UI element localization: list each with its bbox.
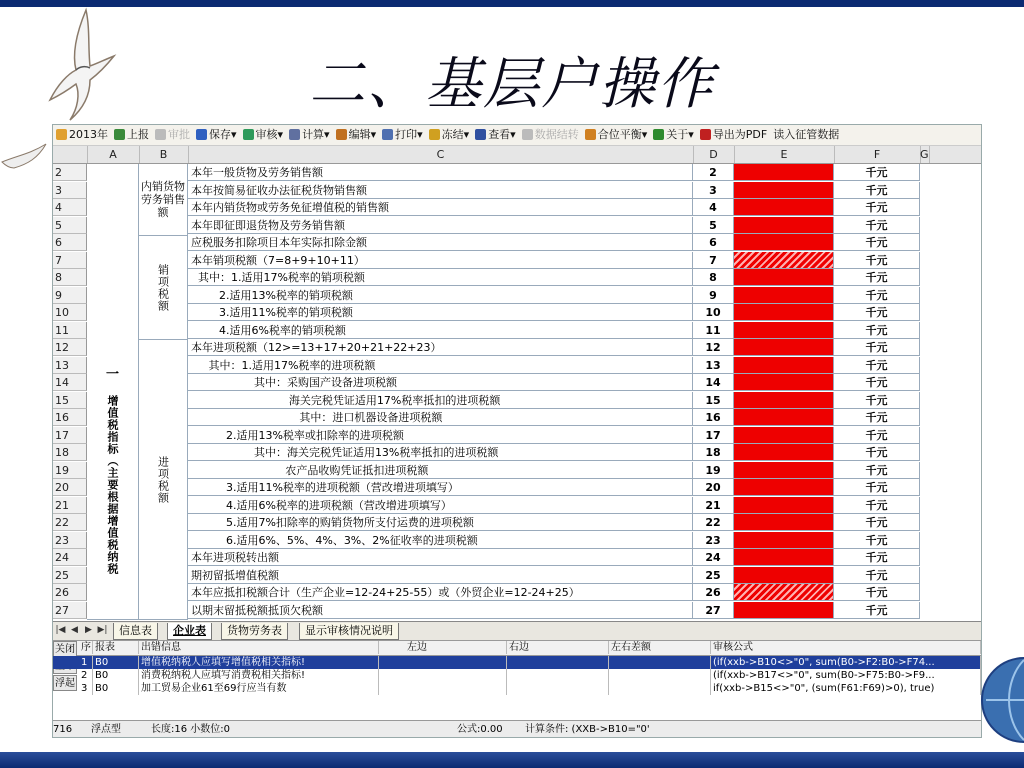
sheet-tab[interactable]: 显示审核情况说明	[299, 623, 399, 640]
locked-value-cell	[734, 584, 834, 601]
print-icon	[382, 129, 393, 140]
unit-cell: 千元	[834, 199, 920, 216]
group-input-tax-label: 进项税额	[156, 455, 170, 504]
group-input-tax	[139, 340, 188, 620]
value-input-cell[interactable]	[734, 374, 834, 391]
item-name-cell: 3.适用11%税率的销项税额	[188, 304, 693, 321]
status-condition: 计算条件: (XXB->B10="0'	[525, 724, 650, 735]
error-cell	[405, 669, 507, 682]
save-icon	[196, 129, 207, 140]
value-input-cell[interactable]	[734, 357, 834, 374]
row-code-cell: 8	[693, 269, 734, 286]
row-number[interactable]: 20	[53, 479, 87, 496]
item-name-cell: 其中：1.适用17%税率的销项税额	[188, 269, 693, 286]
unit-cell: 千元	[834, 514, 920, 531]
item-name-cell: 农产品收购凭证抵扣进项税额	[188, 462, 693, 479]
row-code-cell: 25	[693, 567, 734, 584]
toolbar-button-label: 关于▾	[666, 128, 694, 141]
value-input-cell[interactable]	[734, 392, 834, 409]
column-header[interactable]: B	[139, 146, 189, 163]
toolbar-button-label: 数据结转	[534, 128, 579, 141]
row-number[interactable]: 22	[53, 514, 87, 531]
transfer-icon	[522, 129, 533, 140]
error-cell	[609, 656, 711, 669]
column-header[interactable]: G	[920, 148, 929, 161]
error-column-header: 报表	[93, 641, 139, 654]
row-code-cell: 6	[693, 234, 734, 251]
item-name-cell: 3.适用11%税率的进项税额（营改增进项填写）	[188, 479, 693, 496]
error-cell: 1	[79, 656, 93, 669]
column-header[interactable]: A	[87, 146, 140, 163]
row-number[interactable]: 7	[53, 252, 87, 269]
value-input-cell[interactable]	[734, 199, 834, 216]
row-number[interactable]: 2	[53, 164, 87, 181]
section-title: 增值税指标（主要根据增值税纳税	[106, 395, 119, 575]
toolbar-button-label: 冻结▾	[441, 128, 470, 141]
row-number[interactable]: 8	[53, 269, 87, 286]
row-number[interactable]: 5	[53, 217, 87, 234]
error-cell	[609, 669, 711, 682]
slide-bottom-bar	[0, 752, 1024, 768]
row-code-cell: 10	[693, 304, 734, 321]
toolbar-button-label: 计算▾	[302, 128, 330, 141]
seagull-small-icon	[0, 140, 50, 180]
toolbar-button-10[interactable]	[519, 125, 582, 145]
balance-icon	[585, 129, 596, 140]
upload-icon	[114, 129, 125, 140]
toolbar-button-label: 合位平衡▾	[597, 128, 648, 141]
unit-cell: 千元	[834, 602, 920, 619]
row-code-cell: 7	[693, 252, 734, 269]
row-code-cell: 26	[693, 584, 734, 601]
row-number[interactable]: 23	[53, 532, 87, 549]
toolbar-button-label: 打印▾	[395, 128, 423, 141]
toolbar-button-8[interactable]	[426, 125, 473, 145]
unit-cell: 千元	[834, 392, 920, 409]
row-code-cell: 17	[693, 427, 734, 444]
status-cell-no: 716	[53, 724, 73, 735]
group-output-tax	[139, 236, 188, 340]
row-number[interactable]: 18	[53, 444, 87, 461]
toolbar-button-2[interactable]	[152, 125, 193, 145]
error-cell: 3	[79, 682, 93, 695]
unit-cell: 千元	[834, 409, 920, 426]
value-input-cell[interactable]	[734, 217, 834, 234]
error-table-header	[53, 641, 981, 656]
error-cell: (if(xxb->B10<>"0", sum(B0->F2:B0->F74...	[711, 656, 981, 669]
error-cell	[405, 656, 507, 669]
row-code-cell: 27	[693, 602, 734, 619]
unit-cell: 千元	[834, 357, 920, 374]
toolbar	[53, 125, 981, 146]
error-column-header: 序	[81, 642, 91, 653]
unit-cell: 千元	[834, 374, 920, 391]
row-number[interactable]: 21	[53, 497, 87, 514]
row-number[interactable]: 3	[53, 182, 87, 199]
toolbar-button-12[interactable]	[650, 125, 697, 145]
item-name-cell: 5.适用7%扣除率的购销货物所支付运费的进项税额	[188, 514, 693, 531]
unit-cell: 千元	[834, 182, 920, 199]
error-cell	[507, 656, 609, 669]
row-code-cell: 16	[693, 409, 734, 426]
sheet-tab-bar	[53, 621, 981, 640]
item-name-cell: 本年应抵扣税额合计（生产企业=12-24+25-55）或（外贸企业=12-24+25）	[188, 584, 693, 601]
status-type: 浮点型	[91, 724, 121, 735]
row-code-cell: 2	[693, 164, 734, 181]
row-code-cell: 4	[693, 199, 734, 216]
value-input-cell[interactable]	[734, 339, 834, 356]
row-number[interactable]: 9	[53, 287, 87, 304]
column-header-row	[53, 146, 981, 164]
row-number[interactable]: 17	[53, 427, 87, 444]
toolbar-button-label: 查看▾	[488, 128, 516, 141]
toolbar-button-label: 上报	[127, 128, 149, 141]
item-name-cell: 海关完税凭证适用17%税率抵扣的进项税额	[188, 392, 693, 409]
column-header[interactable]: C	[188, 146, 694, 163]
item-name-cell: 本年即征即退货物及劳务销售额	[188, 217, 693, 234]
item-name-cell: 其中：海关完税凭证适用13%税率抵扣的进项税额	[188, 444, 693, 461]
report-app-window	[52, 124, 982, 738]
value-input-cell[interactable]	[734, 409, 834, 426]
toolbar-button-label: 读入征管数据	[773, 128, 840, 141]
toolbar-button-9[interactable]	[472, 125, 519, 145]
column-header[interactable]: D	[693, 146, 735, 163]
row-code-cell: 3	[693, 182, 734, 199]
row-number[interactable]: 13	[53, 357, 87, 374]
unit-cell: 千元	[834, 479, 920, 496]
unit-cell: 千元	[834, 427, 920, 444]
item-name-cell: 2.适用13%税率的销项税额	[188, 287, 693, 304]
edit-icon	[336, 129, 347, 140]
slide-top-bar	[0, 0, 1024, 7]
item-name-cell: 4.适用6%税率的销项税额	[188, 322, 693, 339]
value-input-cell[interactable]	[734, 567, 834, 584]
item-name-cell: 2.适用13%税率或扣除率的进项税额	[188, 427, 693, 444]
toolbar-button-7[interactable]	[379, 125, 426, 145]
error-cell: 加工贸易企业61至69行应当有数	[139, 682, 379, 695]
error-column-header: 右边	[507, 641, 609, 654]
error-column-header: 出错信息	[139, 641, 379, 654]
toolbar-button-13[interactable]	[697, 125, 770, 145]
unit-cell: 千元	[834, 532, 920, 549]
error-row[interactable]	[53, 669, 981, 682]
error-cell: 2	[79, 669, 93, 682]
toolbar-button-label: 审核▾	[255, 128, 284, 141]
value-input-cell[interactable]	[734, 497, 834, 514]
row-number[interactable]: 27	[53, 602, 87, 619]
toolbar-button-11[interactable]	[582, 125, 651, 145]
error-cell	[507, 682, 609, 695]
error-cell: 消费税纳税人应填写消费税相关指标!	[139, 669, 379, 682]
about-icon	[653, 129, 664, 140]
close-button[interactable]: 关闭	[53, 641, 77, 657]
unit-cell: 千元	[834, 322, 920, 339]
error-row[interactable]	[53, 656, 981, 669]
row-number[interactable]: 14	[53, 374, 87, 391]
error-column-header: 左右差额	[609, 641, 711, 654]
item-name-cell: 本年进项税额（12>=13+17+20+21+22+23）	[188, 339, 693, 356]
row-code-cell: 18	[693, 444, 734, 461]
value-input-cell[interactable]	[734, 427, 834, 444]
item-name-cell: 期初留抵增值税额	[188, 567, 693, 584]
unit-cell: 千元	[834, 339, 920, 356]
row-number[interactable]: 19	[53, 462, 87, 479]
next-sheet-icon[interactable]: ▶	[85, 625, 92, 635]
slide-title: 二、基层户操作	[309, 52, 715, 117]
locked-value-cell	[734, 252, 834, 269]
value-input-cell[interactable]	[734, 514, 834, 531]
unit-cell: 千元	[834, 462, 920, 479]
section-cell	[87, 164, 139, 620]
toolbar-button-1[interactable]	[111, 125, 152, 145]
value-input-cell[interactable]	[734, 304, 834, 321]
row-number[interactable]: 26	[53, 584, 87, 601]
value-input-cell[interactable]	[734, 444, 834, 461]
unit-cell: 千元	[834, 164, 920, 181]
pdf-icon	[700, 129, 711, 140]
group-domestic-sales	[139, 164, 188, 236]
unit-cell: 千元	[834, 287, 920, 304]
corner-cell	[53, 146, 88, 163]
toolbar-button-6[interactable]	[333, 125, 380, 145]
value-input-cell[interactable]	[734, 287, 834, 304]
row-number[interactable]: 4	[53, 199, 87, 216]
item-name-cell: 本年销项税额（7=8+9+10+11）	[188, 252, 693, 269]
error-column-header: 左边	[405, 641, 507, 654]
group-output-tax-label: 销项税额	[156, 263, 170, 312]
toolbar-button-3[interactable]	[193, 125, 240, 145]
spreadsheet-grid	[53, 164, 981, 620]
unit-cell: 千元	[834, 234, 920, 251]
row-code-cell: 13	[693, 357, 734, 374]
globe-decoration-icon	[980, 650, 1024, 750]
toolbar-button-0[interactable]	[53, 125, 111, 145]
error-cell: B0	[93, 682, 139, 695]
error-cell: B0	[93, 656, 139, 669]
value-input-cell[interactable]	[734, 549, 834, 566]
freeze-icon	[429, 129, 440, 140]
value-input-cell[interactable]	[734, 234, 834, 251]
row-code-cell: 20	[693, 479, 734, 496]
item-name-cell: 其中：1.适用17%税率的进项税额	[188, 357, 693, 374]
row-number[interactable]: 25	[53, 567, 87, 584]
view-icon	[475, 129, 486, 140]
status-length: 长度:16 小数位:0	[151, 724, 231, 735]
row-number[interactable]: 11	[53, 322, 87, 339]
status-bar	[53, 720, 981, 738]
item-name-cell: 4.适用6%税率的进项税额（营改增进项填写）	[188, 497, 693, 514]
item-name-cell: 本年内销货物或劳务免征增值税的销售额	[188, 199, 693, 216]
item-name-cell: 应税服务扣除项目本年实际扣除金额	[188, 234, 693, 251]
last-sheet-icon[interactable]: ▶|	[97, 625, 108, 635]
section-number: 一	[105, 367, 119, 382]
value-input-cell[interactable]	[734, 164, 834, 181]
value-input-cell[interactable]	[734, 269, 834, 286]
row-number[interactable]: 15	[53, 392, 87, 409]
error-cell	[507, 669, 609, 682]
error-cell: 增值税纳税人应填写增值税相关指标!	[139, 656, 379, 669]
float-button[interactable]: 浮起	[53, 675, 77, 691]
calendar-icon	[56, 129, 67, 140]
item-name-cell: 其中：采购国产设备进项税额	[188, 374, 693, 391]
toolbar-button-label: 保存▾	[209, 128, 237, 141]
item-name-cell: 本年按简易征收办法征税货物销售额	[188, 182, 693, 199]
row-code-cell: 12	[693, 339, 734, 356]
item-name-cell: 6.适用6%、5%、4%、3%、2%征收率的进项税额	[188, 532, 693, 549]
column-header[interactable]: E	[734, 146, 835, 163]
unit-cell: 千元	[834, 217, 920, 234]
error-column-header: 审核公式	[711, 641, 981, 654]
value-input-cell[interactable]	[734, 182, 834, 199]
row-code-cell: 15	[693, 392, 734, 409]
row-code-cell: 14	[693, 374, 734, 391]
error-cell: if(xxb->B15<>"0", (sum(F61:F69)>0), true)	[711, 682, 981, 695]
value-input-cell[interactable]	[734, 479, 834, 496]
error-cell	[609, 682, 711, 695]
value-input-cell[interactable]	[734, 462, 834, 479]
unit-cell: 千元	[834, 584, 920, 601]
item-name-cell: 其中：进口机器设备进项税额	[188, 409, 693, 426]
row-code-cell: 19	[693, 462, 734, 479]
row-code-cell: 21	[693, 497, 734, 514]
unit-cell: 千元	[834, 549, 920, 566]
unit-cell: 千元	[834, 304, 920, 321]
row-code-cell: 11	[693, 322, 734, 339]
toolbar-button-label: 导出为PDF	[712, 128, 768, 141]
value-input-cell[interactable]	[734, 602, 834, 619]
item-name-cell: 本年进项税转出额	[188, 549, 693, 566]
toolbar-button-5[interactable]	[286, 125, 333, 145]
error-cell	[405, 682, 507, 695]
row-code-cell: 5	[693, 217, 734, 234]
row-code-cell: 22	[693, 514, 734, 531]
sheet-tab[interactable]: 货物劳务表	[221, 623, 288, 640]
unit-cell: 千元	[834, 497, 920, 514]
prev-sheet-icon[interactable]: ◀	[71, 625, 78, 635]
error-row[interactable]	[53, 682, 981, 695]
unit-cell: 千元	[834, 444, 920, 461]
error-cell: B0	[93, 669, 139, 682]
row-number[interactable]: 16	[53, 409, 87, 426]
error-cell: (if(xxb->B17<>"0", sum(B0->F75:B0->F9...	[711, 669, 981, 682]
row-number[interactable]: 24	[53, 549, 87, 566]
approve-icon	[155, 129, 166, 140]
first-sheet-icon[interactable]: |◀	[55, 625, 66, 635]
unit-cell: 千元	[834, 269, 920, 286]
value-input-cell[interactable]	[734, 532, 834, 549]
sheet-tab[interactable]: 企业表	[167, 623, 212, 640]
item-name-cell: 本年一般货物及劳务销售额	[188, 164, 693, 181]
audit-icon	[243, 129, 254, 140]
status-formula: 公式:0.00	[457, 724, 503, 735]
row-number[interactable]: 12	[53, 339, 87, 356]
toolbar-button-label: 审批	[168, 128, 190, 141]
audit-error-panel	[53, 640, 981, 719]
unit-cell: 千元	[834, 252, 920, 269]
column-header[interactable]: F	[834, 146, 921, 163]
calculator-icon	[289, 129, 300, 140]
toolbar-button-label: 2013年	[69, 128, 108, 141]
row-code-cell: 24	[693, 549, 734, 566]
row-code-cell: 9	[693, 287, 734, 304]
row-number[interactable]: 10	[53, 304, 87, 321]
unit-cell: 千元	[834, 567, 920, 584]
row-code-cell: 23	[693, 532, 734, 549]
value-input-cell[interactable]	[734, 322, 834, 339]
sheet-tab[interactable]: 信息表	[113, 623, 158, 640]
row-number[interactable]: 6	[53, 234, 87, 251]
toolbar-button-14[interactable]	[770, 125, 842, 145]
group-domestic-sales-label: 内销货物劳务销售额	[141, 180, 185, 219]
toolbar-button-label: 编辑▾	[348, 128, 377, 141]
toolbar-button-4[interactable]	[240, 125, 287, 145]
item-name-cell: 以期末留抵税额抵顶欠税额	[188, 602, 693, 619]
